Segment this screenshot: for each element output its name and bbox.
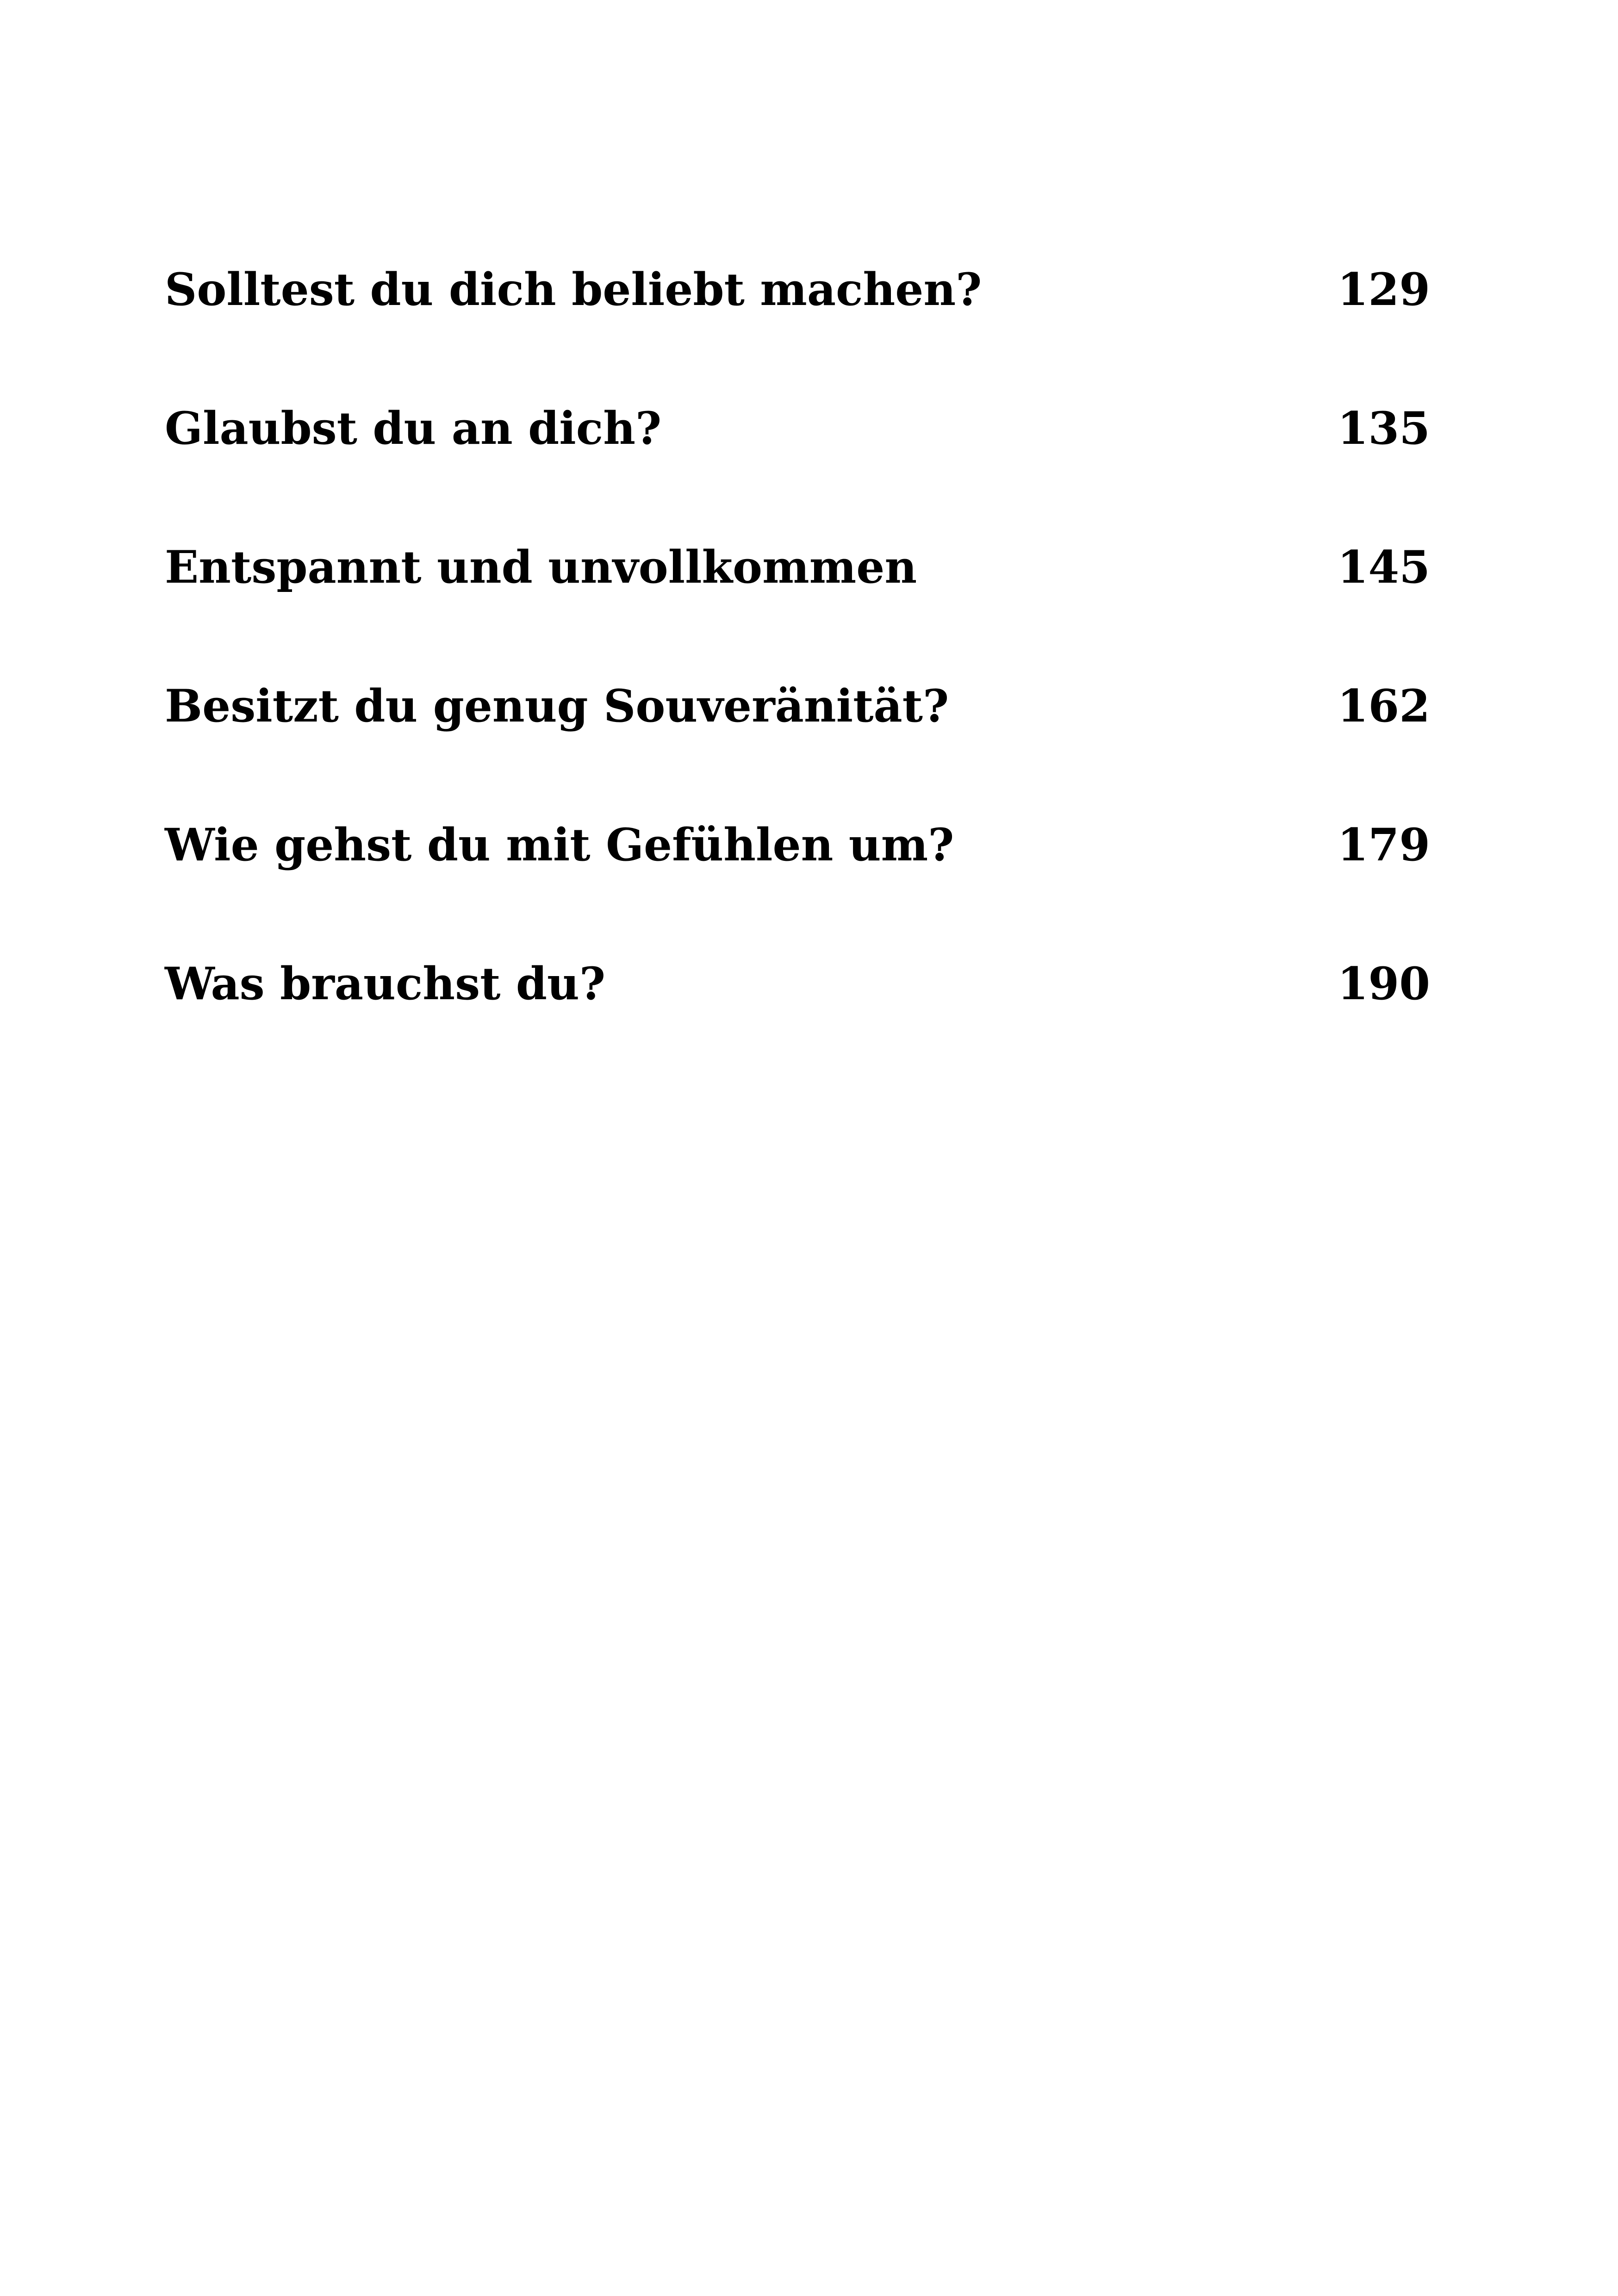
toc-entry: [165, 813, 1430, 952]
toc-entry-page-number: 162: [1337, 680, 1430, 732]
toc-entry-title: Glaubst du an dich?: [165, 402, 662, 454]
toc-entry-title: Wie gehst du mit Gefühlen um?: [165, 819, 954, 871]
toc-entry: [165, 396, 1430, 535]
toc-entry-page-number: 145: [1337, 541, 1430, 593]
toc-entry: [165, 257, 1430, 396]
toc-entry-page-number: 135: [1337, 402, 1430, 454]
toc-entry-title: Solltest du dich beliebt machen?: [165, 263, 982, 316]
toc-entry: [165, 952, 1430, 1090]
toc-entry-title: Was brauchst du?: [165, 958, 606, 1010]
table-of-contents: [165, 257, 1430, 1090]
toc-entry: [165, 674, 1430, 813]
toc-entry-page-number: 179: [1337, 819, 1430, 871]
toc-entry-title: Entspannt und unvollkommen: [165, 541, 917, 593]
toc-entry-page-number: 129: [1337, 263, 1430, 316]
toc-entry: [165, 535, 1430, 674]
toc-entry-title: Besitzt du genug Souveränität?: [165, 680, 949, 732]
toc-entry-page-number: 190: [1337, 958, 1430, 1010]
